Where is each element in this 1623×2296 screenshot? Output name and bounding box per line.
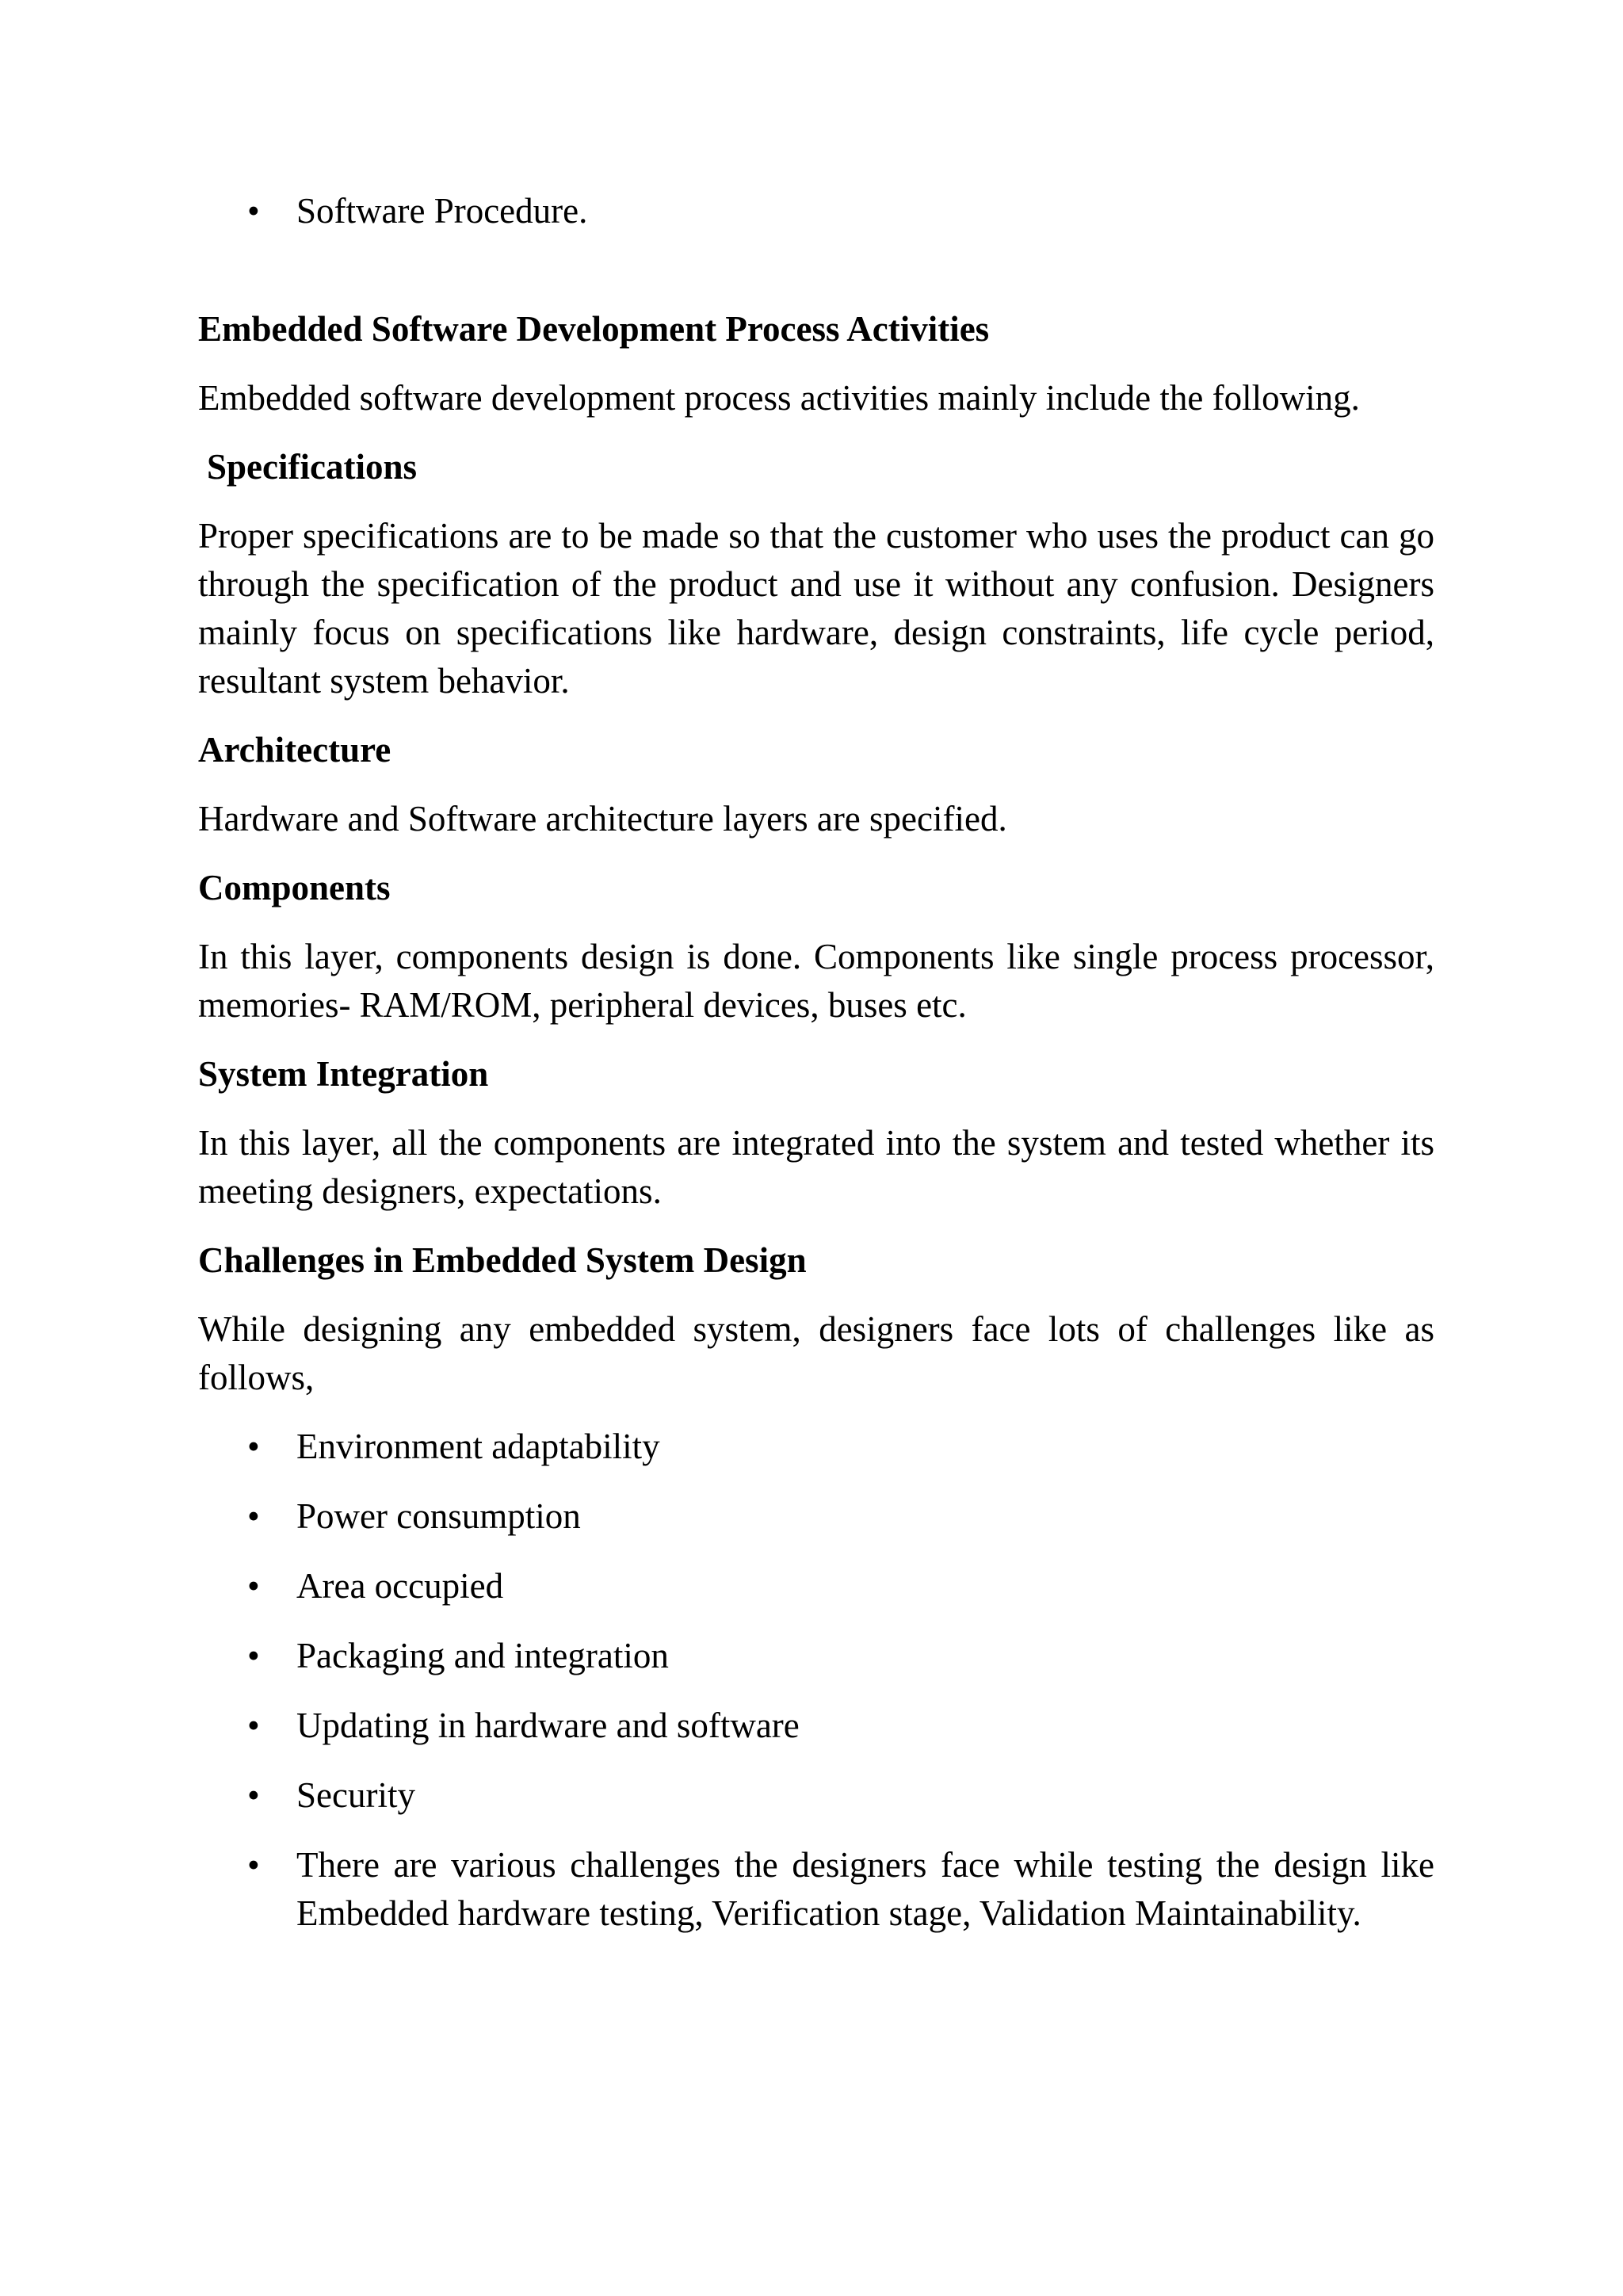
- list-item-text: Software Procedure.: [296, 191, 588, 231]
- section-body-architecture: Hardware and Software architecture layers are specified.: [198, 799, 1007, 839]
- list-item-text: Area occupied: [296, 1566, 504, 1606]
- list-item: [198, 1702, 1434, 1750]
- bullet-icon: •: [247, 191, 260, 231]
- document-content: [198, 187, 1434, 1959]
- bullet-icon: •: [247, 1496, 260, 1536]
- list-item: [198, 1562, 1434, 1610]
- list-item-text: There are various challenges the designers face while testing the design like Embedded hardware testing, Verification stage, Validation Maintainability.: [296, 1845, 1434, 1933]
- list-item: [198, 1771, 1434, 1820]
- section-body-challenges: While designing any embedded system, designers face lots of challenges like as follows,: [198, 1309, 1434, 1397]
- bullet-icon: •: [247, 1566, 260, 1606]
- section-body-specifications: Proper specifications are to be made so that the customer who uses the product can go through the specification of the product and use it without any confusion. Designers mainly focus on specifications like hardware, design constraints, life cycle period, resultant system behavior.: [198, 516, 1434, 701]
- intro-bullet-list: [198, 187, 1434, 235]
- section-heading-specifications: Specifications: [207, 447, 417, 487]
- bullet-icon: •: [247, 1706, 260, 1745]
- section-heading-architecture: Architecture: [198, 730, 391, 770]
- bullet-icon: •: [247, 1845, 260, 1885]
- list-item: [198, 1632, 1434, 1680]
- list-item: [198, 1841, 1434, 1938]
- section-heading-components: Components: [198, 868, 391, 907]
- list-item-text: Packaging and integration: [296, 1636, 669, 1675]
- bullet-icon: •: [247, 1636, 260, 1675]
- section-body-components: In this layer, components design is done. Components like single process processor, memories- RAM/ROM, peripheral devices, buses etc.: [198, 937, 1434, 1025]
- list-item: [198, 1423, 1434, 1471]
- section-body-integration: In this layer, all the components are integrated into the system and tested whether its meeting designers, expectations.: [198, 1123, 1434, 1211]
- section-heading-integration: System Integration: [198, 1054, 489, 1094]
- list-item-text: Updating in hardware and software: [296, 1706, 800, 1745]
- section-heading-activities: Embedded Software Development Process Activities: [198, 309, 990, 349]
- section-heading-challenges: Challenges in Embedded System Design: [198, 1240, 807, 1280]
- list-item-text: Environment adaptability: [296, 1427, 660, 1466]
- bullet-icon: •: [247, 1775, 260, 1815]
- list-item-text: Power consumption: [296, 1496, 581, 1536]
- list-item: [198, 1492, 1434, 1541]
- list-item: [198, 187, 1434, 235]
- list-item-text: Security: [296, 1775, 415, 1815]
- bullet-icon: •: [247, 1427, 260, 1466]
- section-body-activities: Embedded software development process activities mainly include the following.: [198, 378, 1360, 418]
- challenge-bullet-list: [198, 1423, 1434, 1938]
